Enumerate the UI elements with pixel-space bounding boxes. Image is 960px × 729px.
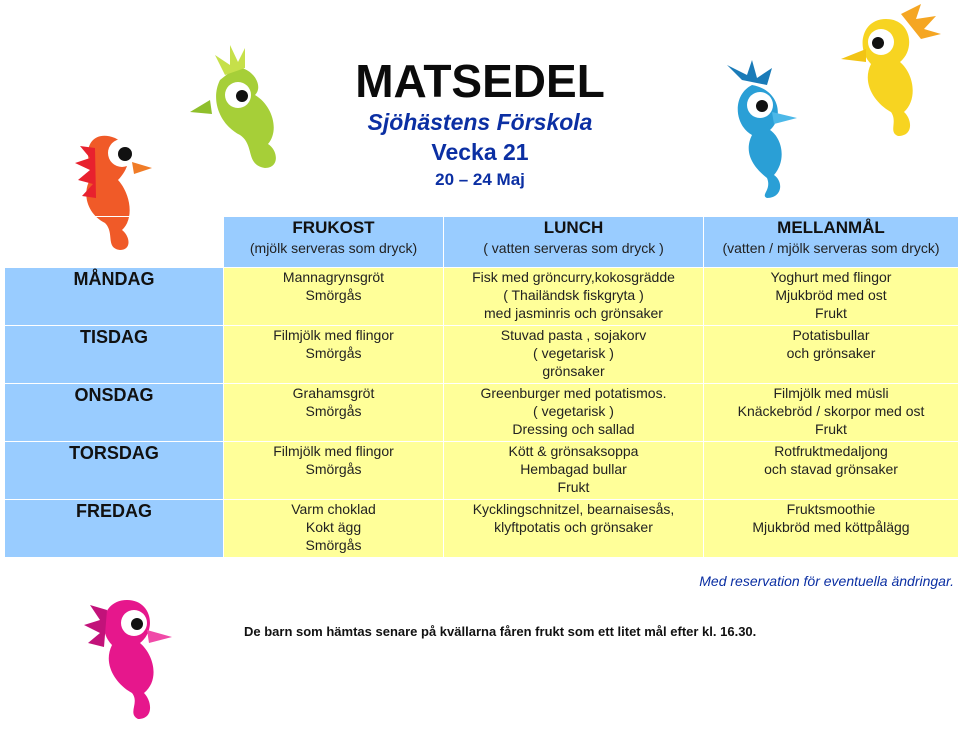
menu-item: ( Thailändsk fiskgryta ) xyxy=(503,287,644,303)
menu-item: Mannagrynsgröt xyxy=(282,269,385,285)
footer-note: De barn som hämtas senare på kvällarna fåren frukt som ett litet mål efter kl. 16.30. xyxy=(244,624,757,639)
menu-item: Frukt xyxy=(815,421,847,437)
day-row-torsdag xyxy=(5,442,959,500)
seahorse-blue-illustration xyxy=(712,60,807,200)
menu-item: Smörgås xyxy=(305,403,362,419)
frukost-title: FRUKOST xyxy=(292,218,375,237)
day-label: TORSDAG xyxy=(5,442,224,500)
day-row-onsdag xyxy=(5,384,959,442)
frukost-cell xyxy=(224,326,444,384)
lunch-title: LUNCH xyxy=(543,218,604,237)
lunch-note: ( vatten serveras som dryck ) xyxy=(483,240,664,256)
menu-item: Frukt xyxy=(815,305,847,321)
lunch-header xyxy=(444,217,704,268)
day-row-tisdag xyxy=(5,326,959,384)
frukost-cell xyxy=(224,442,444,500)
header xyxy=(280,55,680,193)
menu-item: Dressing och sallad xyxy=(512,421,635,437)
lunch-cell xyxy=(444,268,704,326)
menu-item: och grönsaker xyxy=(786,345,876,361)
menu-item: Kycklingschnitzel, bearnaisesås, xyxy=(472,501,675,517)
school-name: Sjöhästens Förskola xyxy=(367,109,593,135)
menu-item: Varm choklad xyxy=(291,501,376,517)
day-row-fredag xyxy=(5,500,959,558)
menu-item: ( vegetarisk ) xyxy=(533,403,614,419)
menu-item: Mjukbröd med köttpålägg xyxy=(752,519,910,535)
lunch-cell xyxy=(444,500,704,558)
lunch-cell xyxy=(444,384,704,442)
frukost-cell xyxy=(224,500,444,558)
mellanmal-cell xyxy=(704,500,959,558)
menu-item: ( vegetarisk ) xyxy=(533,345,614,361)
mellanmal-header xyxy=(704,217,959,268)
week-label: Vecka 21 xyxy=(431,139,529,165)
menu-item: Fisk med gröncurry,kokosgrädde xyxy=(472,269,675,285)
menu-item: grönsaker xyxy=(542,363,605,379)
menu-item: Hembagad bullar xyxy=(520,461,627,477)
menu-item: och stavad grönsaker xyxy=(764,461,898,477)
reservation-note: Med reservation för eventuella ändringar. xyxy=(699,573,954,589)
frukost-note: (mjölk serveras som dryck) xyxy=(249,240,418,256)
menu-item: Mjukbröd med ost xyxy=(775,287,887,303)
frukost-cell xyxy=(224,268,444,326)
menu-item: Yoghurt med flingor xyxy=(770,269,892,285)
menu-item: Fruktsmoothie xyxy=(786,501,876,517)
page-title: MATSEDEL xyxy=(355,55,605,107)
mellanmal-cell xyxy=(704,384,959,442)
day-row-mandag xyxy=(5,268,959,326)
frukost-cell xyxy=(224,384,444,442)
menu-item: Frukt xyxy=(557,479,590,495)
lunch-cell xyxy=(444,326,704,384)
seahorse-yellow-illustration xyxy=(826,4,946,139)
frukost-header xyxy=(224,217,444,268)
menu-item: Rotfruktmedaljong xyxy=(774,443,888,459)
menu-item: Greenburger med potatismos. xyxy=(480,385,667,401)
corner-cell xyxy=(5,217,224,268)
day-label: MÅNDAG xyxy=(5,268,224,326)
menu-item: Smörgås xyxy=(305,345,362,361)
menu-item: Filmjölk med flingor xyxy=(273,327,394,343)
mellanmal-cell xyxy=(704,326,959,384)
mellanmal-title: MELLANMÅL xyxy=(777,218,885,237)
menu-item: Filmjölk med müsli xyxy=(773,385,889,401)
menu-item: Smörgås xyxy=(305,461,362,477)
day-label: TISDAG xyxy=(5,326,224,384)
menu-item: Potatisbullar xyxy=(792,327,870,343)
mellanmal-cell xyxy=(704,442,959,500)
date-range: 20 – 24 Maj xyxy=(435,170,525,189)
menu-item: med jasminris och grönsaker xyxy=(484,305,663,321)
menu-item: Kött & grönsaksoppa xyxy=(508,443,639,459)
mellanmal-note: (vatten / mjölk serveras som dryck) xyxy=(722,240,940,256)
menu-table xyxy=(4,216,959,558)
mellanmal-cell xyxy=(704,268,959,326)
menu-item: Kokt ägg xyxy=(305,519,362,535)
day-label: ONSDAG xyxy=(5,384,224,442)
menu-item: Filmjölk med flingor xyxy=(273,443,394,459)
menu-item: Smörgås xyxy=(305,287,362,303)
menu-item: Smörgås xyxy=(305,537,362,553)
day-label: FREDAG xyxy=(5,500,224,558)
menu-item: Grahamsgröt xyxy=(292,385,375,401)
seahorse-pink-illustration xyxy=(72,585,187,725)
meal-header-row xyxy=(5,217,959,268)
menu-item: Stuvad pasta , sojakorv xyxy=(500,327,647,343)
menu-item: Knäckebröd / skorpor med ost xyxy=(737,403,925,419)
menu-item: klyftpotatis och grönsaker xyxy=(494,519,653,535)
lunch-cell xyxy=(444,442,704,500)
